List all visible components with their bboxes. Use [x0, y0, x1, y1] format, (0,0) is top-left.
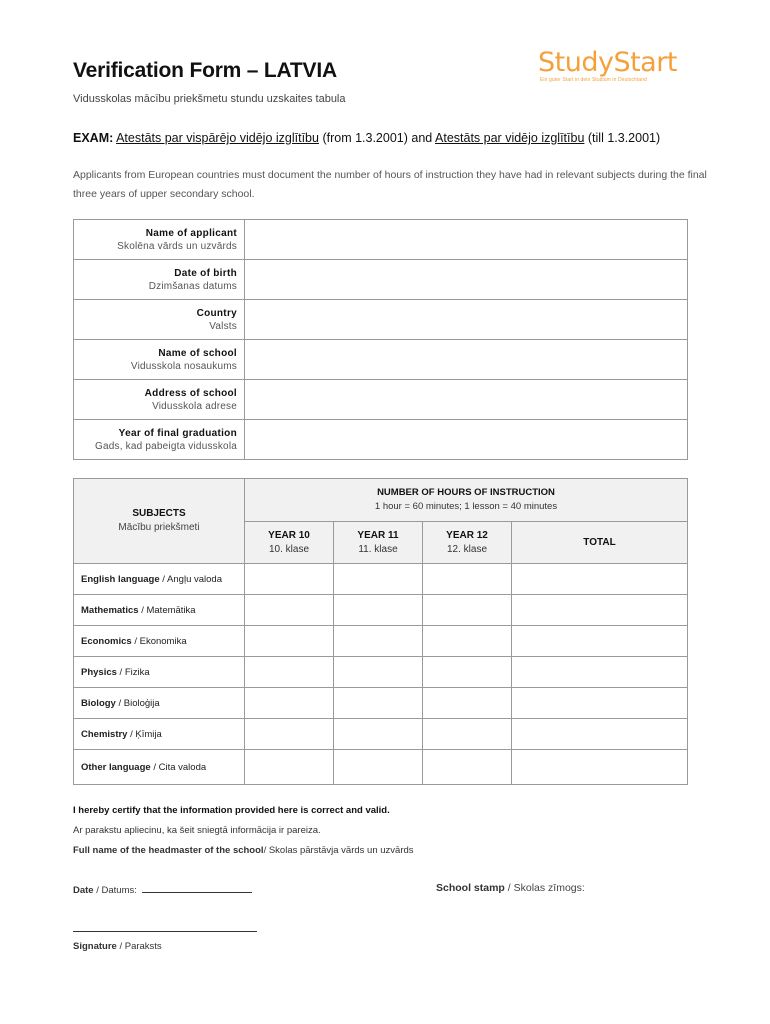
hours-header-row: [74, 479, 688, 522]
year-label-en: YEAR 10: [268, 529, 310, 541]
hours-cell-year-10[interactable]: [245, 626, 334, 657]
subject-label: [74, 750, 245, 785]
date-line: [73, 883, 252, 896]
field-label-en: Date of birth: [174, 267, 237, 279]
studystart-logo: [538, 47, 698, 83]
subject-label: [74, 657, 245, 688]
hours-cell-total[interactable]: [512, 564, 688, 595]
year-label-lv: 11. klase: [358, 543, 398, 555]
subject-label: [74, 626, 245, 657]
subject-label: [74, 719, 245, 750]
page-title: Verification Form – LATVIA: [73, 59, 337, 82]
field-label-en: Year of final graduation: [118, 427, 237, 439]
date-of-birth-field[interactable]: [245, 260, 688, 300]
hours-cell-total[interactable]: [512, 595, 688, 626]
hours-cell-year-11[interactable]: [334, 688, 423, 719]
subject-lv: / Ķīmija: [127, 728, 162, 740]
exam-cert-1: Atestāts par vispārējo vidējo izglītību: [116, 131, 319, 145]
subject-en: Biology: [81, 697, 116, 709]
applicant-row-graduation: [74, 420, 688, 460]
hours-cell-year-11[interactable]: [334, 750, 423, 785]
year-label-en: YEAR 11: [357, 529, 399, 541]
certification-statement-lv: Ar parakstu apliecinu, ka šeit sniegtā informācija ir pareiza.: [73, 825, 321, 836]
subject-lv: / Fizika: [116, 666, 150, 678]
table-row: [74, 595, 688, 626]
field-label: [74, 300, 245, 340]
logo-text: StudyStart: [538, 47, 677, 78]
page-subtitle: Vidusskolas mācību priekšmetu stundu uzskaites tabula: [73, 93, 346, 105]
year-10-header: [245, 522, 334, 564]
hours-cell-total[interactable]: [512, 688, 688, 719]
table-row: [74, 750, 688, 785]
hours-cell-year-10[interactable]: [245, 595, 334, 626]
field-label-lv: Vidusskola nosaukums: [130, 360, 237, 372]
year-12-header: [423, 522, 512, 564]
subject-en: English language: [81, 573, 160, 585]
field-label: [74, 380, 245, 420]
field-label-en: Address of school: [144, 387, 237, 399]
field-label-lv: Vidusskola adrese: [152, 400, 237, 412]
date-input-line[interactable]: [142, 883, 252, 893]
hours-cell-year-11[interactable]: [334, 564, 423, 595]
field-label: [74, 260, 245, 300]
table-row: [74, 719, 688, 750]
exam-cert-2: Atestāts par vidējo izglītību: [435, 131, 585, 145]
subject-en: Economics: [81, 635, 132, 647]
subject-label: [74, 595, 245, 626]
subject-label: [74, 564, 245, 595]
field-label-lv: Skolēna vārds un uzvārds: [117, 240, 237, 252]
applicant-row-country: [74, 300, 688, 340]
year-of-graduation-field[interactable]: [245, 420, 688, 460]
hours-cell-year-12[interactable]: [423, 626, 512, 657]
table-row: [74, 688, 688, 719]
hours-cell-year-10[interactable]: [245, 750, 334, 785]
address-of-school-field[interactable]: [245, 380, 688, 420]
table-row: [74, 564, 688, 595]
subjects-header-en: SUBJECTS: [132, 508, 186, 519]
logo-tagline: Ein guter Start in dein Studium in Deutschland: [540, 77, 647, 83]
subject-en: Physics: [81, 666, 117, 678]
hours-header-en: NUMBER OF HOURS OF INSTRUCTION: [377, 487, 555, 498]
hours-cell-year-11[interactable]: [334, 595, 423, 626]
subject-lv: / Ekonomika: [131, 635, 187, 647]
name-of-applicant-field[interactable]: [245, 220, 688, 260]
subject-label: [74, 688, 245, 719]
year-label-en: YEAR 12: [446, 529, 488, 541]
subjects-header: [74, 479, 245, 564]
field-label: [74, 220, 245, 260]
hours-header-note: 1 hour = 60 minutes; 1 lesson = 40 minutes: [374, 501, 558, 512]
certification-statement-en: I hereby certify that the information provided here is correct and valid.: [73, 805, 390, 816]
hours-cell-year-10[interactable]: [245, 719, 334, 750]
hours-cell-year-12[interactable]: [423, 595, 512, 626]
exam-cert-2-note: (till 1.3.2001): [584, 131, 661, 145]
hours-cell-year-10[interactable]: [245, 657, 334, 688]
applicant-row-dob: [74, 260, 688, 300]
hours-cell-total[interactable]: [512, 719, 688, 750]
hours-cell-year-11[interactable]: [334, 626, 423, 657]
year-label-lv: 12. klase: [446, 543, 488, 555]
exam-label: EXAM:: [73, 131, 114, 145]
field-label: [74, 340, 245, 380]
field-label-lv: Valsts: [209, 320, 237, 332]
year-label-lv: 10. klase: [268, 543, 310, 555]
country-field[interactable]: [245, 300, 688, 340]
year-11-header: [334, 522, 423, 564]
stamp-label-lv: / Skolas zīmogs:: [504, 882, 585, 894]
date-label-lv: / Datums:: [93, 885, 137, 896]
field-label-lv: Gads, kad pabeigta vidusskola: [95, 440, 237, 452]
hours-cell-year-12[interactable]: [423, 657, 512, 688]
exam-cert-1-note: (from 1.3.2001) and: [318, 131, 436, 145]
hours-cell-year-12[interactable]: [423, 564, 512, 595]
signature-label-en: Signature: [73, 941, 117, 952]
date-label-en: Date: [73, 885, 94, 896]
school-stamp-label: [436, 882, 585, 894]
exam-line: [73, 131, 660, 145]
subject-lv: / Angļu valoda: [159, 573, 222, 585]
subject-lv: / Cita valoda: [150, 761, 207, 773]
hours-cell-year-12[interactable]: [423, 750, 512, 785]
name-of-school-field[interactable]: [245, 340, 688, 380]
applicant-table: [73, 219, 688, 460]
subject-en: Other language: [81, 761, 151, 773]
headmaster-name-label: [73, 845, 414, 856]
signature-input-line[interactable]: [73, 931, 257, 932]
hours-cell-total[interactable]: [512, 750, 688, 785]
field-label-lv: Dzimšanas datums: [148, 280, 237, 292]
applicant-row-address: [74, 380, 688, 420]
hours-cell-year-10[interactable]: [245, 688, 334, 719]
intro-text: Applicants from European countries must document the number of hours of instruction they have had in relevant subjects during the final three years of upper secondary school.: [73, 169, 707, 200]
subject-en: Mathematics: [81, 604, 139, 616]
field-label-en: Name of applicant: [145, 227, 237, 239]
hours-cell-year-11[interactable]: [334, 657, 423, 688]
signature-label: [73, 941, 162, 952]
field-label-en: Country: [196, 307, 237, 319]
headmaster-label-en: Full name of the headmaster of the school: [73, 845, 264, 856]
subjects-header-lv: Mācību priekšmeti: [118, 522, 200, 533]
hours-header: [245, 479, 688, 522]
hours-cell-year-12[interactable]: [423, 688, 512, 719]
hours-cell-total[interactable]: [512, 626, 688, 657]
total-header: TOTAL: [512, 522, 688, 564]
table-row: [74, 657, 688, 688]
headmaster-label-lv: / Skolas pārstāvja vārds un uzvārds: [263, 845, 414, 856]
subject-lv: / Matemātika: [138, 604, 196, 616]
table-row: [74, 626, 688, 657]
field-label: [74, 420, 245, 460]
subject-lv: / Bioloģija: [115, 697, 160, 709]
subject-en: Chemistry: [81, 728, 128, 740]
hours-table: [73, 478, 688, 785]
hours-cell-year-11[interactable]: [334, 719, 423, 750]
applicant-row-school: [74, 340, 688, 380]
stamp-label-en: School stamp: [436, 882, 505, 894]
hours-cell-year-10[interactable]: [245, 564, 334, 595]
applicant-row-name: [74, 220, 688, 260]
field-label-en: Name of school: [158, 347, 237, 359]
hours-cell-year-12[interactable]: [423, 719, 512, 750]
signature-label-lv: / Paraksts: [116, 941, 162, 952]
hours-cell-total[interactable]: [512, 657, 688, 688]
